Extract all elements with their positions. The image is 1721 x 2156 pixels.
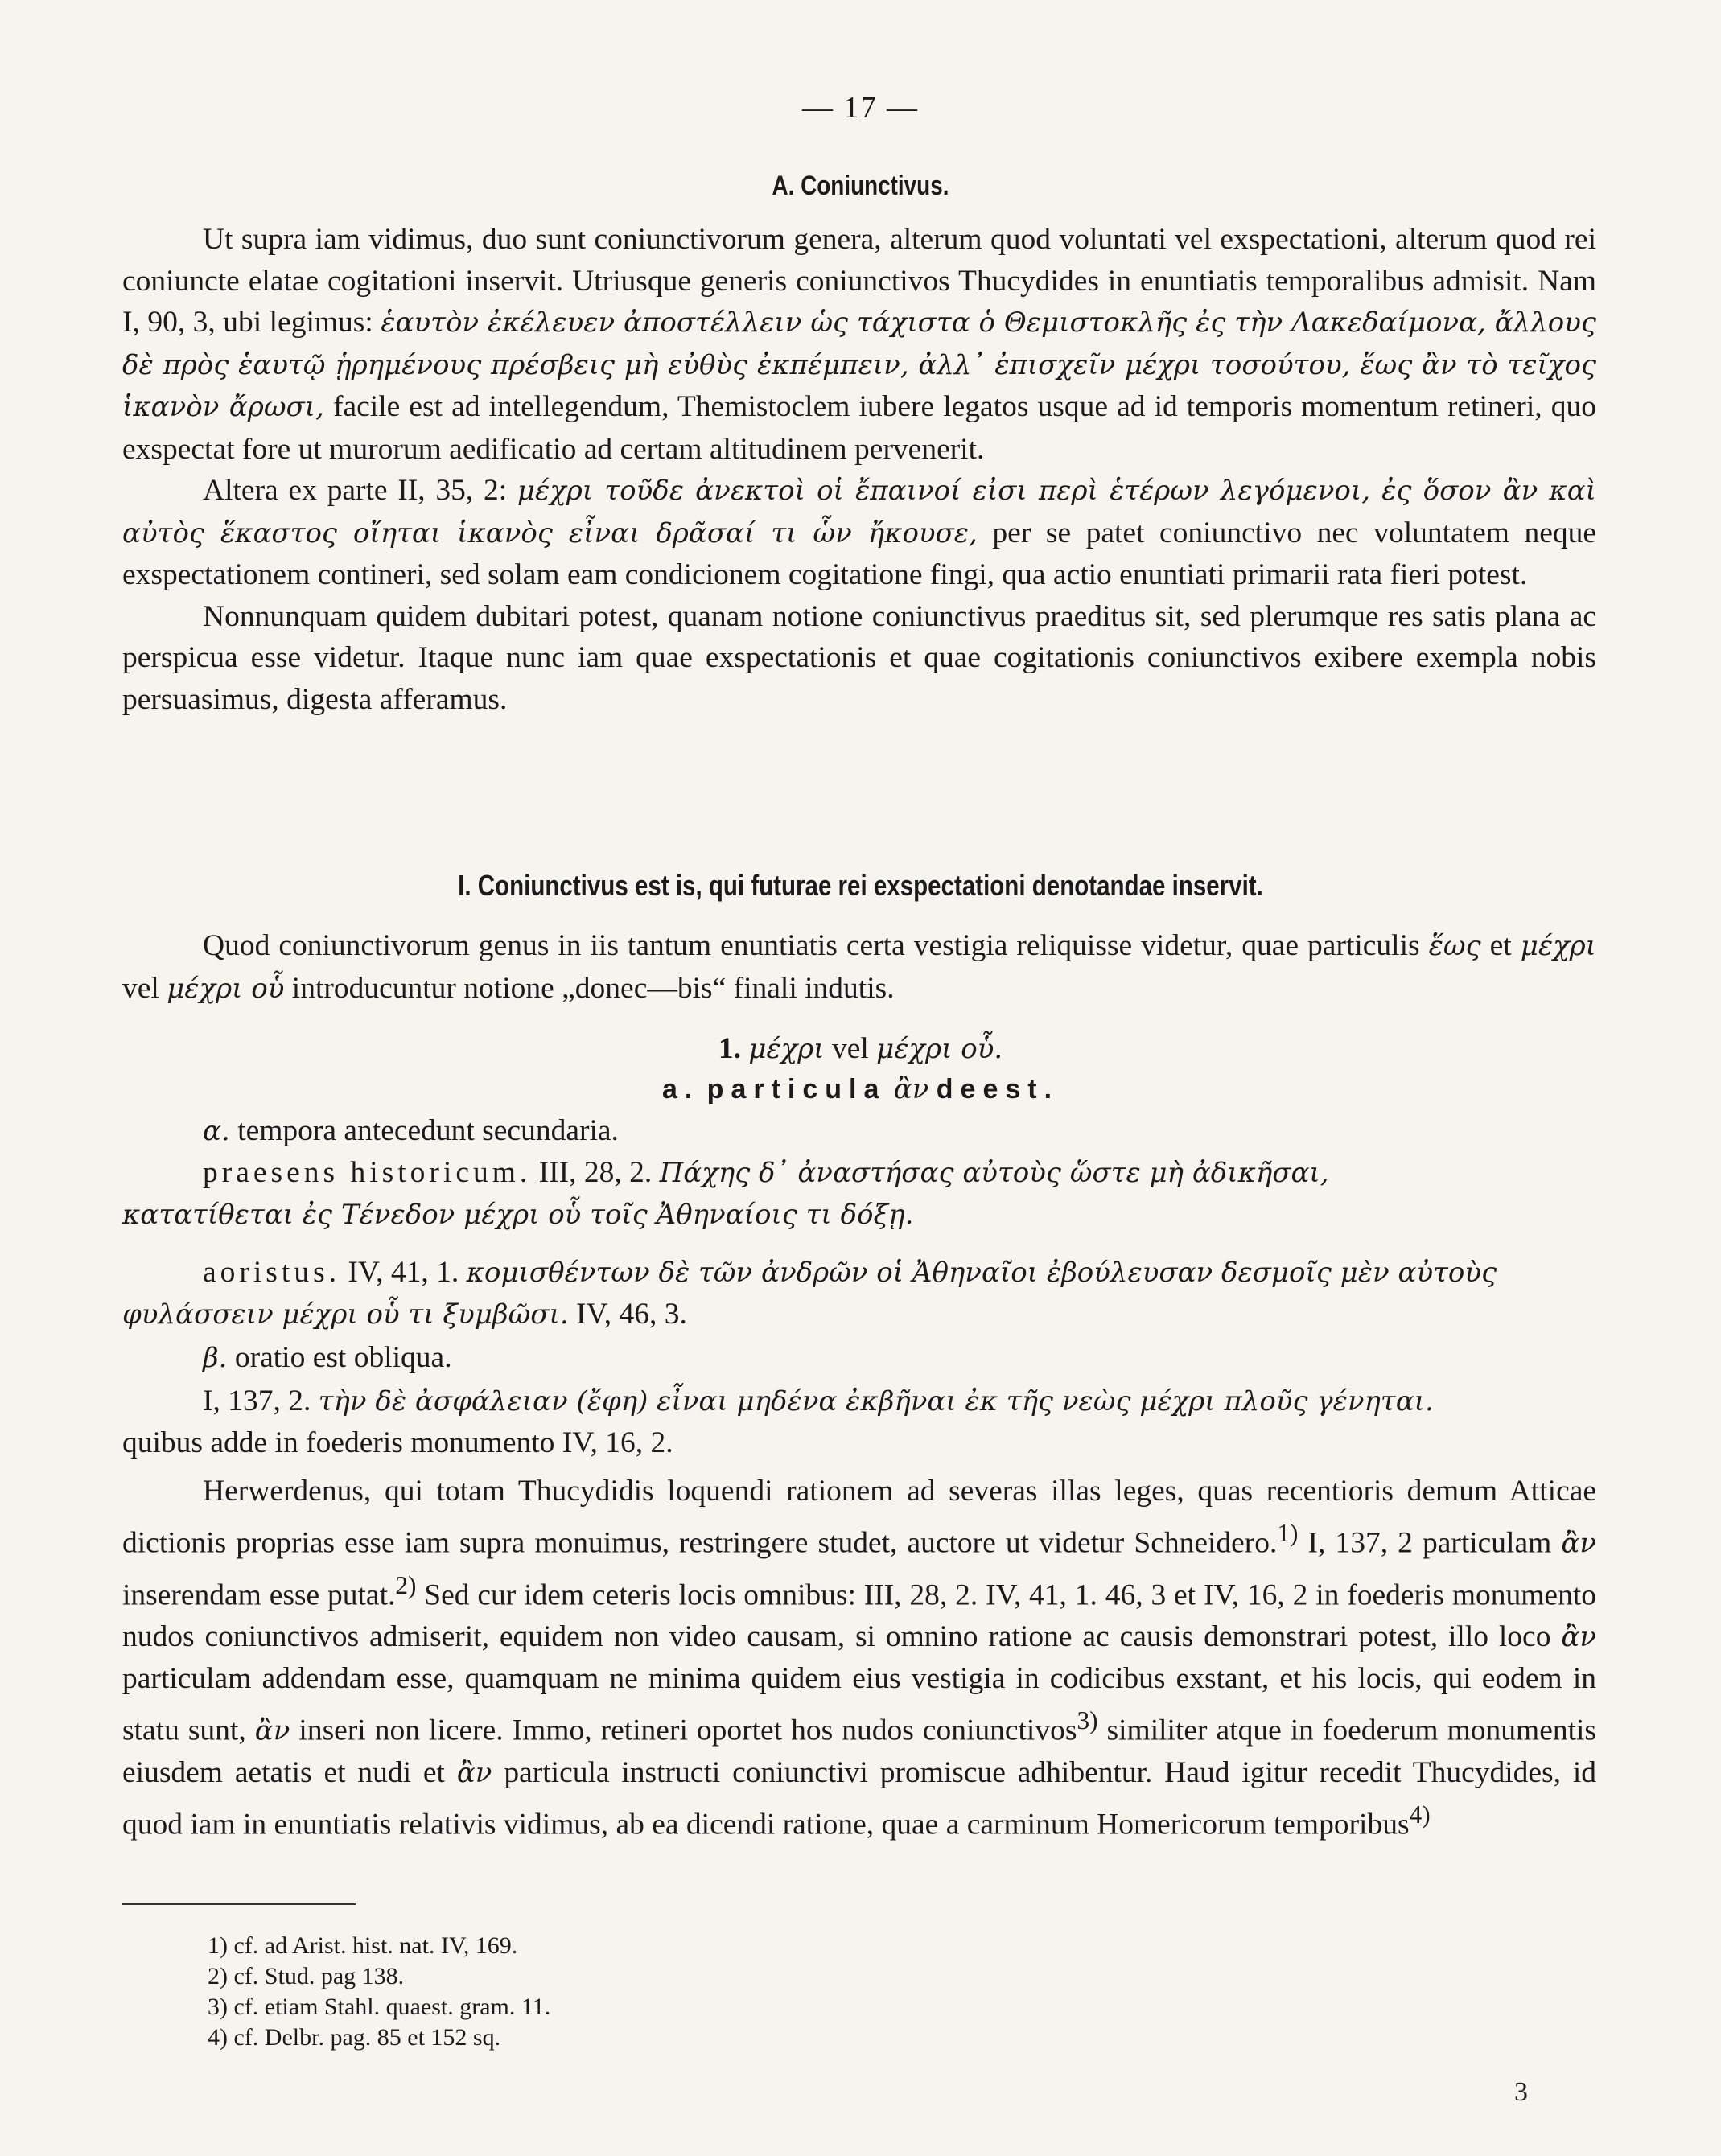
quibus-text: quibus adde in foederis monumento IV, 16, 2. xyxy=(122,1426,673,1459)
footnote-ref-4: 4) xyxy=(1409,1800,1431,1829)
sub1-greek-1: μέχρι xyxy=(748,1033,825,1065)
alpha-line xyxy=(203,1113,1721,1148)
p4-text-b: et xyxy=(1489,929,1512,962)
p2-text-a: Altera ex parte II, 35, 2: xyxy=(203,474,508,507)
aoristus-greek-2: φυλάσσειν μέχρι οὗ τι ξυμβῶσι. xyxy=(122,1298,569,1331)
sub1-text: vel xyxy=(831,1032,869,1065)
sub1-greek-2: μέχρι οὗ. xyxy=(876,1033,1003,1065)
paragraph-block-2 xyxy=(122,925,1596,1010)
footnote-ref-2: 2) xyxy=(395,1570,417,1599)
p1-greek-quote: ἑαυτὸν ἐκέλευεν ἀποστέλλειν ὡς τάχιστα ὁ Θεμιστοκλῆς ἐς τὴν Λακεδαίμονα, ἄλλους δὲ πρὸς ἑαυτῷ ᾑρημένους πρέσβεις μὴ εὐθὺς ἐκπέμπειν, ἀλλ᾽ ἐπισχεῖν μέχρι τοσούτου, ἕως ἂν τὸ τεῖχος ἱκανὸν ἄρωσι, xyxy=(122,307,1596,423)
footnote-ref-1: 1) xyxy=(1277,1518,1299,1547)
sub-a-end: deest. xyxy=(936,1074,1060,1105)
footnotes xyxy=(208,1931,550,2053)
p5-greek-4: ἂν xyxy=(456,1756,492,1789)
p1-text-a: Ut supra iam vidimus, duo sunt coniunctivorum genera, alterum quod voluntati vel exspectationi, alterum quod rei coniuncte elatae cogitationi inservit. Utriusque generis coniunctivos Thucydides in enuntiatis temporalibus admisit. Nam I, 90, 3, ubi legimus: xyxy=(122,223,1596,339)
aoristus-ref-2: IV, 46, 3. xyxy=(576,1298,687,1331)
paragraph-5 xyxy=(122,1471,1596,1845)
subheading-1 xyxy=(0,1031,1721,1066)
p1-text-b: facile est ad intellegendum, Themistoclem iubere legatos usque ad id temporis momentum retineri, quo exspectat fore ut murorum aedificatio ad certam altitudinem pervenerit. xyxy=(122,390,1596,466)
p4-text-d: introducuntur notione „donec—bis“ finali indutis. xyxy=(291,971,895,1005)
ref-137: I, 137, 2. xyxy=(203,1385,311,1417)
paragraph-1 xyxy=(122,219,1596,470)
p5-text-c: inserendam esse putat. xyxy=(122,1578,396,1611)
footnote: 1) cf. ad Arist. hist. nat. IV, 169. xyxy=(208,1932,518,1959)
ref-137-greek: τὴν δὲ ἀσφάλειαν (ἔφη) εἶναι μηδένα ἐκβῆναι ἐκ τῆς νεὼς μέχρι πλοῦς γένηται. xyxy=(318,1385,1434,1417)
p4-greek-3: μέχρι οὗ xyxy=(167,972,285,1005)
p4-greek-1: ἕως xyxy=(1428,930,1481,962)
ref-137-line xyxy=(203,1384,1603,1418)
p4-text-c: vel xyxy=(122,971,159,1005)
beta-label: β. xyxy=(203,1342,228,1374)
p5-text-a: Herwerdenus, qui totam Thucydidis loquendi rationem ad severas illas leges, quas recentioris demum Atticae dictionis proprias esse iam supra monuimus, restringere studet, auctore ut videtur Schneidero. xyxy=(122,1475,1596,1559)
paragraph-block-3 xyxy=(122,1471,1596,1845)
p5-text-d: Sed cur idem ceteris locis omnibus: III, 28, 2. IV, 41, 1. 46, 3 et IV, 16, 2 in foederis monumento nudos coniunctivos admiserit, equidem non video causam, si omnino ratione ac causis demonstrari potest, illo loco xyxy=(122,1578,1596,1653)
beta-line xyxy=(203,1340,1721,1375)
paragraph-3: Nonnunquam quidem dubitari potest, quanam notione coniunctivus praeditus sit, sed plerumque res satis plana ac perspicua esse videtur. Itaque nunc iam quae exspectationis et quae cogitationis coniunctivos exibere exempla nobis persuasimus, digesta afferamus. xyxy=(122,599,1596,716)
aoristus-line xyxy=(203,1255,1603,1290)
p2-greek-quote: μέχρι τοῦδε ἀνεκτοὶ οἱ ἔπαινοί εἰσι περὶ ἑτέρων λεγόμενοι, ἐς ὅσον ἂν καὶ αὐτὸς ἕκαστος οἴηται ἱκανὸς εἶναι δρᾶσαί τι ὧν ἤκουσε, xyxy=(122,475,1597,549)
beta-text: oratio est obliqua. xyxy=(234,1341,452,1374)
quibus-line xyxy=(122,1426,1721,1460)
subheading-a xyxy=(0,1072,1721,1106)
p5-text-b: I, 137, 2 particulam xyxy=(1307,1526,1552,1559)
p5-text-g: similiter atque in foederum monumentis eiusdem aetatis et nudi et xyxy=(122,1714,1597,1789)
praesens-label: praesens historicum. xyxy=(203,1156,532,1189)
praesens-greek-2: κατατίθεται ἐς Τένεδον μέχρι οὗ τοῖς Ἀθηναίοις τι δόξῃ. xyxy=(122,1199,914,1231)
alpha-label: α. xyxy=(203,1115,230,1147)
paragraph-2 xyxy=(122,470,1596,596)
sub-a-label: a. xyxy=(661,1074,700,1105)
p4-greek-2: μέχρι xyxy=(1520,930,1597,962)
praesens-line-2 xyxy=(122,1197,1721,1232)
page-number: — 17 — xyxy=(802,91,919,125)
footnote: 3) cf. etiam Stahl. quaest. gram. 11. xyxy=(208,1993,551,2020)
footnote-rule xyxy=(122,1903,356,1905)
praesens-line xyxy=(203,1155,1596,1190)
p2-text-b: per se patet coniunctivo nec voluntatem neque exspectationem contineri, sed solam eam condicionem cogitatione fingi, qua actio enuntiati primarii rata fieri potest. xyxy=(122,516,1596,591)
footnote: 4) cf. Delbr. pag. 85 et 152 sq. xyxy=(208,2024,501,2051)
aoristus-line-2 xyxy=(122,1297,1721,1331)
section-heading-a: A. Coniunctivus. xyxy=(772,171,949,201)
p5-greek-2: ἂν xyxy=(1561,1620,1596,1653)
sub-a-greek: ἂν xyxy=(893,1073,929,1105)
paragraph-4 xyxy=(122,925,1596,1010)
section-heading-i: I. Coniunctivus est is, qui futurae rei exspectationi denotandae inservit. xyxy=(458,869,1263,902)
paragraph-block-1 xyxy=(122,219,1596,720)
aoristus-ref: IV, 41, 1. xyxy=(348,1256,459,1289)
p5-text-e: particulam addendam esse, quamquam ne minima quidem eius vestigia in codicibus exstant, et his locis, qui eodem in statu sunt, xyxy=(122,1662,1596,1747)
praesens-greek-1: Πάχης δ᾽ ἀναστήσας αὐτοὺς ὥστε μὴ ἀδικῆσαι, xyxy=(659,1157,1329,1189)
signature-mark: 3 xyxy=(1514,2077,1528,2107)
praesens-ref: III, 28, 2. xyxy=(538,1156,653,1189)
sub-a-text: particula xyxy=(706,1074,887,1105)
footnote: 2) cf. Stud. pag 138. xyxy=(208,1963,405,1989)
p5-greek-1: ἂν xyxy=(1561,1527,1596,1559)
p4-text-a: Quod coniunctivorum genus in iis tantum enuntiatis certa vestigia reliquisse videtur, quae particulis xyxy=(203,929,1420,962)
p5-text-f: inseri non licere. Immo, retineri oportet hos nudos coniunctivos xyxy=(298,1714,1077,1747)
footnote-ref-3: 3) xyxy=(1077,1705,1098,1734)
sub1-number: 1. xyxy=(718,1032,741,1065)
alpha-text: tempora antecedunt secundaria. xyxy=(237,1114,619,1147)
aoristus-label: aoristus. xyxy=(203,1256,341,1289)
aoristus-greek-1: κομισθέντων δὲ τῶν ἀνδρῶν οἱ Ἀθηναῖοι ἐβούλευσαν δεσμοῖς μὲν αὐτοὺς xyxy=(466,1257,1497,1289)
p5-greek-3: ἂν xyxy=(254,1714,290,1747)
p5-text-h: particula instructi coniunctivi promiscue adhibentur. Haud igitur recedit Thucydides, id quod iam in enuntiatis relativis vidimus, ab ea dicendi ratione, quae a carminum Homericorum temporibus xyxy=(122,1755,1597,1841)
